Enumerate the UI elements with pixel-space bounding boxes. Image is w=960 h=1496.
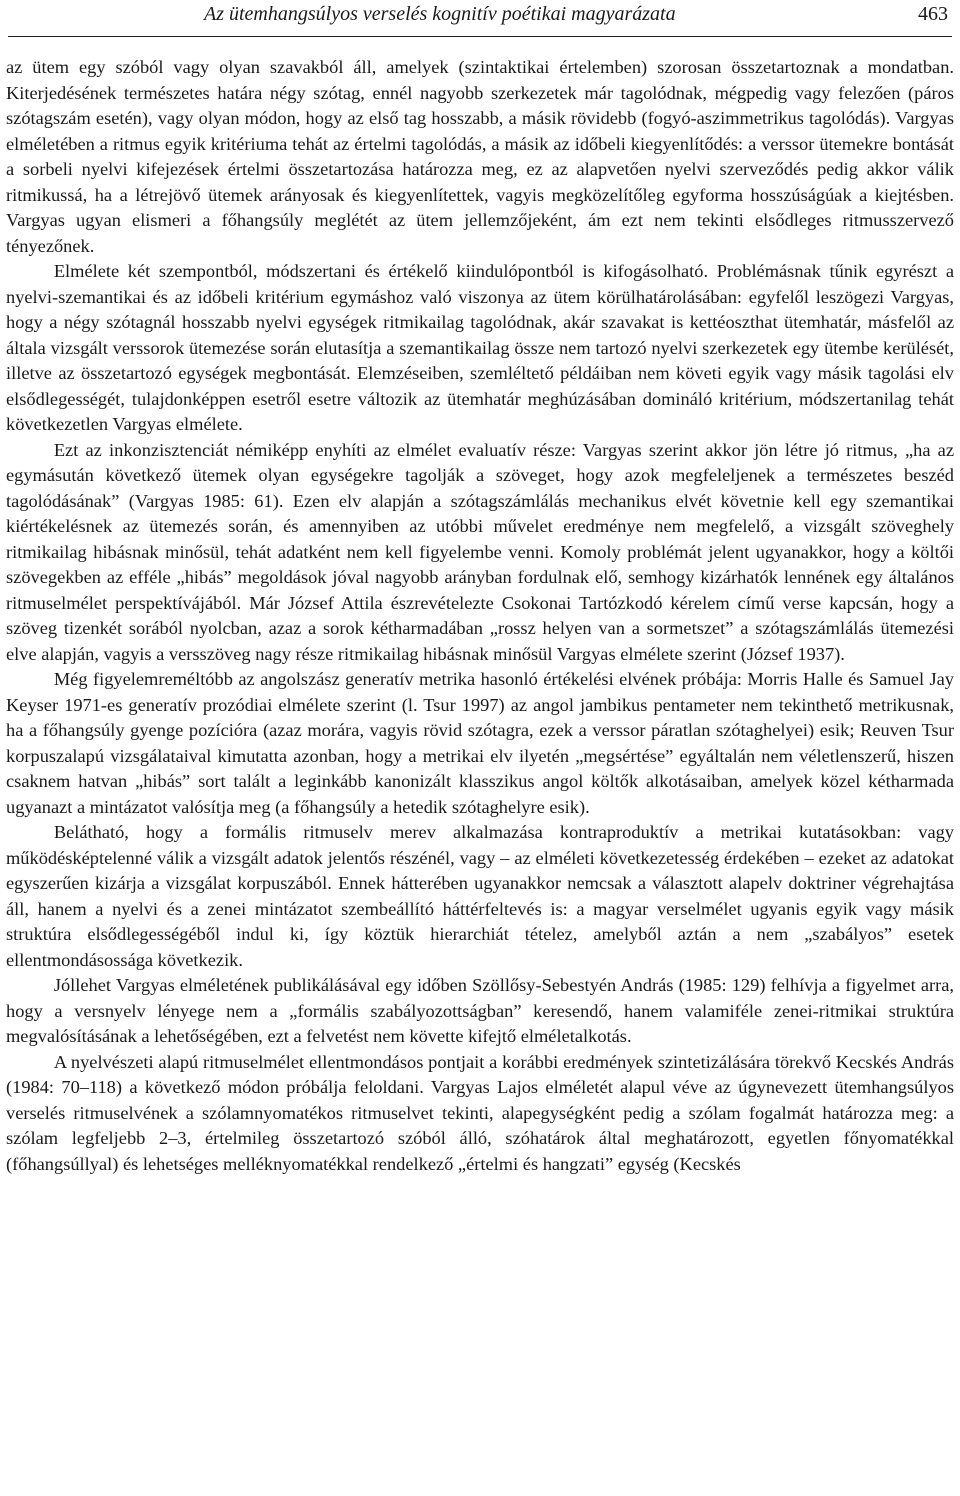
paragraph-5: Belátható, hogy a formális ritmuselv merev alkalmazása kontraproduktív a metrikai kutatásokban: vagy működésképtelenné válik a vizsgált adatok jelentős részénél, vagy – az elméleti következetesség érdekében – ezeket az adatokat egyszerűen kizárja a vizsgálat korpuszából. Ennek hátterében ugyanakkor nemcsak a választott alapelv doktriner végrehajtása áll, hanem a nyelvi és a zenei mintázatot szembeállító háttérfeltevés is: a magyar verselmélet ugyanis egyik vagy másik struktúra elsődlegességéből indul ki, így köztük hierarchiát tételez, amelyből aztán a nem „szabályos” esetek ellentmondásossága következik. [6, 822, 954, 970]
running-title: Az ütemhangsúlyos verselés kognitív poétikai magyarázata [204, 3, 676, 25]
body-text [6, 55, 954, 1177]
paragraph-7: A nyelvészeti alapú ritmuselmélet ellentmondásos pontjait a korábbi eredmények szintetizálására törekvő Kecskés András (1984: 70–118) a következő módon próbálja feloldani. Vargyas Lajos elméletét alapul véve az úgynevezett ütemhangsúlyos verselés ritmuselvének a szólamnyomatékos ritmuselvet tekinti, alapegységként pedig a szólam fogalmát határozza meg: a szólam legfeljebb 2–3, értelmileg összetartozó szóból álló, szóhatárok által meghatározott, egyetlen főnyomatékkal (főhangsúllyal) és lehetséges melléknyomatékkal rendelkező „értelmi és hangzati” egység (Kecskés [6, 1051, 954, 1174]
running-header [8, 0, 952, 37]
paragraph-1: az ütem egy szóból vagy olyan szavakból áll, amelyek (szintaktikai értelemben) szorosan összetartoznak a mondatban. Kiterjedésének természetes határa négy szótag, ennél nagyobb szerkezetek már tagolódnak, mégpedig vagy felezően (páros szótagszám esetén), vagy olyan módon, hogy az első tag hosszabb, a másik rövidebb (fogyó-aszimmetrikus tagolódás). Vargyas elméletében a ritmus egyik kritériuma tehát az értelmi tagolódás, a másik az időbeli kiegyenlítődés: a verssor ütemekre bontását a sorbeli nyelvi kifejezések értelmi összetartozása határozza meg, ez az alapvetően nyelvi szerveződés pedig akkor válik ritmikussá, ha a létrejövő ütemek arányosak és kiegyenlítettek, vagyis megközelítőleg egyforma hosszúságúak a kiejtésben. Vargyas ugyan elismeri a főhangsúly meglétét az ütem jellemzőjeként, ám ezt nem tekinti elsődleges ritmusszervező tényezőnek. [6, 57, 954, 256]
paragraph-4: Még figyelemreméltóbb az angolszász generatív metrika hasonló értékelési elvének próbája: Morris Halle és Samuel Jay Keyser 1971-es generatív prozódiai elmélete szerint (l. Tsur 1997) az angol jambikus pentameter nem tekinthető metrikusnak, ha a főhangsúly gyenge pozícióra (azaz morára, vagyis rövid szótagra, ezek a verssor páratlan szótaghelyei) esik; Reuven Tsur korpuszalapú vizsgálataival kimutatta azonban, hogy a metrikai elv ilyetén „megsértése” egyáltalán nem véletlenszerű, hiszen csaknem hatvan „hibás” sort talált a leginkább kanonizált klasszikus angol költők alkotásaiban, amelyek közel kétharmada ugyanazt a mintázatot valósítja meg (a főhangsúly a hetedik szótaghelyre esik). [6, 669, 954, 817]
paragraph-3: Ezt az inkonzisztenciát némiképp enyhíti az elmélet evaluatív része: Vargyas szerint akkor jön létre jó ritmus, „ha az egymásután következő ütemek olyan egységekre tagolják a szöveget, hogy azok megfeleljenek a természetes beszéd tagolódásának” (Vargyas 1985: 61). Ezen elv alapján a szótagszámlálás mechanikus elvét követnie kell egy szemantikai kiértékelésnek az ütemezés során, és amennyiben az utóbbi művelet eredménye nem megfelelő, a vizsgált szöveghely ritmikailag hibásnak minősül, tehát adatként nem kell figyelembe venni. Komoly problémát jelent ugyanakkor, hogy a költői szövegekben az efféle „hibás” megoldások jóval nagyobb arányban fordulnak elő, semhogy kizárhatók lennének egy általános ritmuselmélet perspektívájából. Már József Attila észrevételezte Csokonai Tartózkodó kérelem című verse kapcsán, hogy a szöveg tizenkét sorából nyolcban, azaz a sorok kétharmadában „rossz helyen van a sormetszet” a szótagszámlálás ütemezési elve alapján, vagyis a versszöveg nagy része ritmikailag hibásnak minősül Vargyas elmélete szerint (József 1937). [6, 439, 954, 664]
paragraph-2: Elmélete két szempontból, módszertani és értékelő kiindulópontból is kifogásolható. Problémásnak tűnik egyrészt a nyelvi-szemantikai és az időbeli kritérium egymáshoz való viszonya az ütem körülhatárolásában: egyfelől leszögezi Vargyas, hogy a négy szótagnál hosszabb nyelvi egységek ritmikailag tagolódnak, akár szavakat is kettéoszthat ütemhatár, másfelől az általa vizsgált verssorok ütemezése során elutasítja a szemantikailag össze nem tartozó nyelvi szerkezetek egy ütembe kerülését, illetve az összetartozó egységek megbontását. Elemzéseiben, szemléltető példáiban nem követi egyik vagy másik tagolási elv elsődlegességét, tulajdonképpen esetről esetre változik az ütemhatár meghúzásában domináló kritérium, módszertanilag tehát következetlen Vargyas elmélete. [6, 261, 954, 434]
paragraph-6: Jóllehet Vargyas elméletének publikálásával egy időben Szöllősy-Sebestyén András (1985: 129) felhívja a figyelmet arra, hogy a versnyelv lényege nem a „formális szabályozottságban” keresendő, hanem valamiféle zenei-ritmikai struktúra megvalósításának a lehetőségében, ezt a felvetést nem követte kifejtő elméletalkotás. [6, 975, 954, 1046]
page-number: 463 [918, 3, 948, 25]
